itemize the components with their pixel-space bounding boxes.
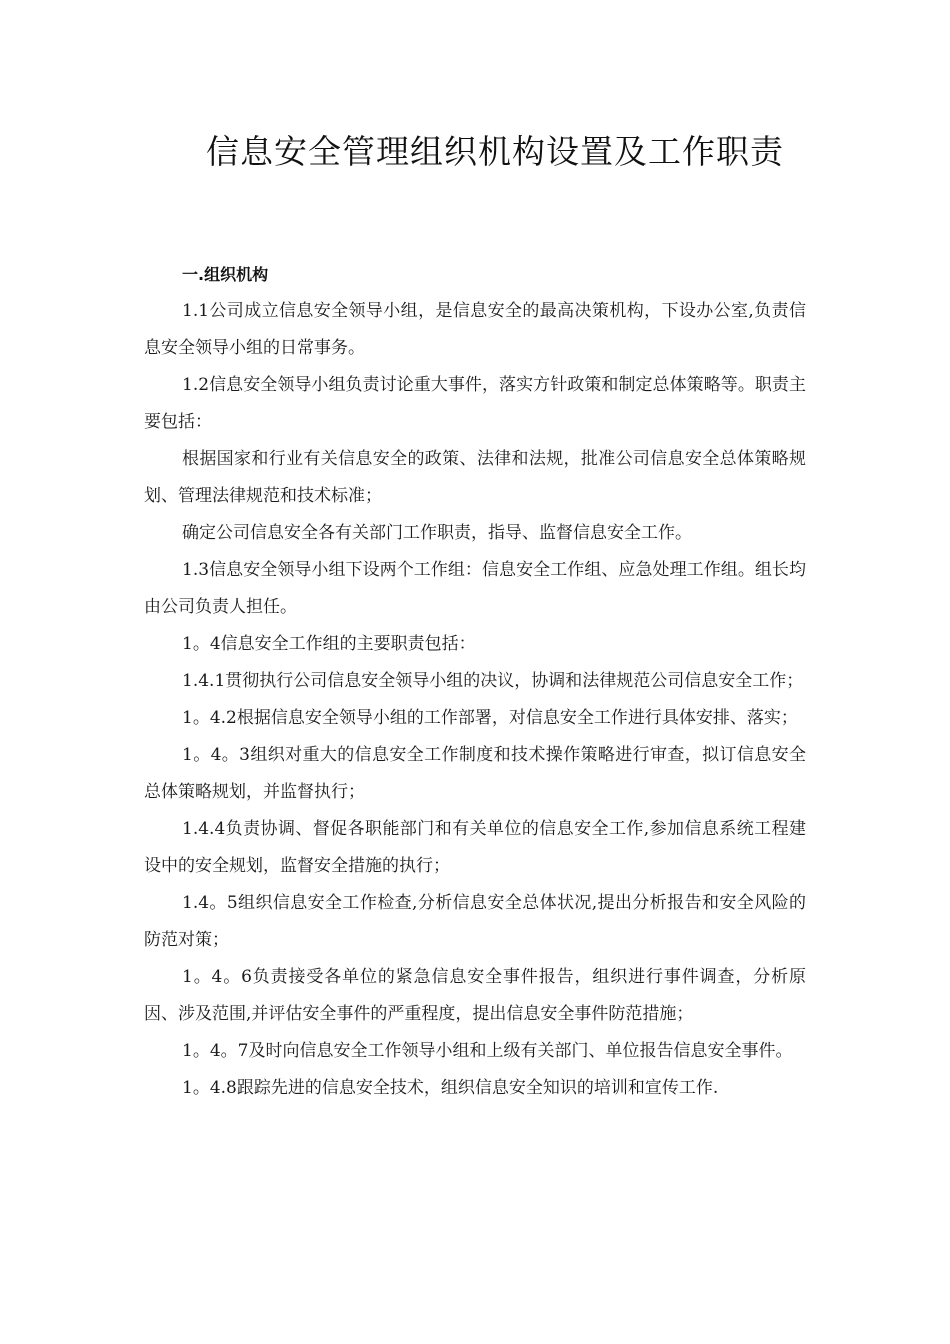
paragraph-1-4-3: 1。4。3组织对重大的信息安全工作制度和技术操作策略进行审查，拟订信息安全总体策略规划，并监督执行；: [144, 745, 806, 802]
paragraph-1-4-6: 1。4。6负责接受各单位的紧急信息安全事件报告，组织进行事件调查，分析原因、涉及范围,并评估安全事件的严重程度，提出信息安全事件防范措施；: [144, 967, 806, 1024]
document-body: [144, 256, 806, 1107]
paragraph-1-1: 1.1公司成立信息安全领导小组，是信息安全的最高决策机构，下设办公室,负责信息安全领导小组的日常事务。: [144, 301, 806, 358]
paragraph-1-4-8: 1。4.8跟踪先进的信息安全技术，组织信息安全知识的培训和宣传工作.: [182, 1078, 719, 1098]
paragraph-1-4-7: 1。4。7及时向信息安全工作领导小组和上级有关部门、单位报告信息安全事件。: [182, 1041, 793, 1061]
section-heading: 一.组织机构: [182, 265, 269, 284]
paragraph-1-2: 1.2信息安全领导小组负责讨论重大事件，落实方针政策和制定总体策略等。职责主要包括：: [144, 375, 806, 432]
paragraph-1-4: 1。4信息安全工作组的主要职责包括：: [182, 634, 476, 654]
paragraph-1-4-5: 1.4。5组织信息安全工作检查,分析信息安全总体状况,提出分析报告和安全风险的防范对策；: [144, 893, 806, 950]
paragraph-1-3: 1.3信息安全领导小组下设两个工作组：信息安全工作组、应急处理工作组。组长均由公司负责人担任。: [144, 560, 806, 617]
page-title: 信息安全管理组织机构设置及工作职责: [206, 132, 784, 171]
paragraph-1-4-2: 1。4.2根据信息安全领导小组的工作部署，对信息安全工作进行具体安排、落实；: [182, 708, 798, 728]
paragraph-1-4-1: 1.4.1贯彻执行公司信息安全领导小组的决议，协调和法律规范公司信息安全工作；: [182, 671, 804, 691]
paragraph-duty-1: 根据国家和行业有关信息安全的政策、法律和法规，批准公司信息安全总体策略规划、管理法律规范和技术标准；: [144, 449, 806, 506]
paragraph-duty-2: 确定公司信息安全各有关部门工作职责，指导、监督信息安全工作。: [182, 523, 692, 543]
paragraph-1-4-4: 1.4.4负责协调、督促各职能部门和有关单位的信息安全工作,参加信息系统工程建设中的安全规划，监督安全措施的执行；: [144, 819, 806, 876]
